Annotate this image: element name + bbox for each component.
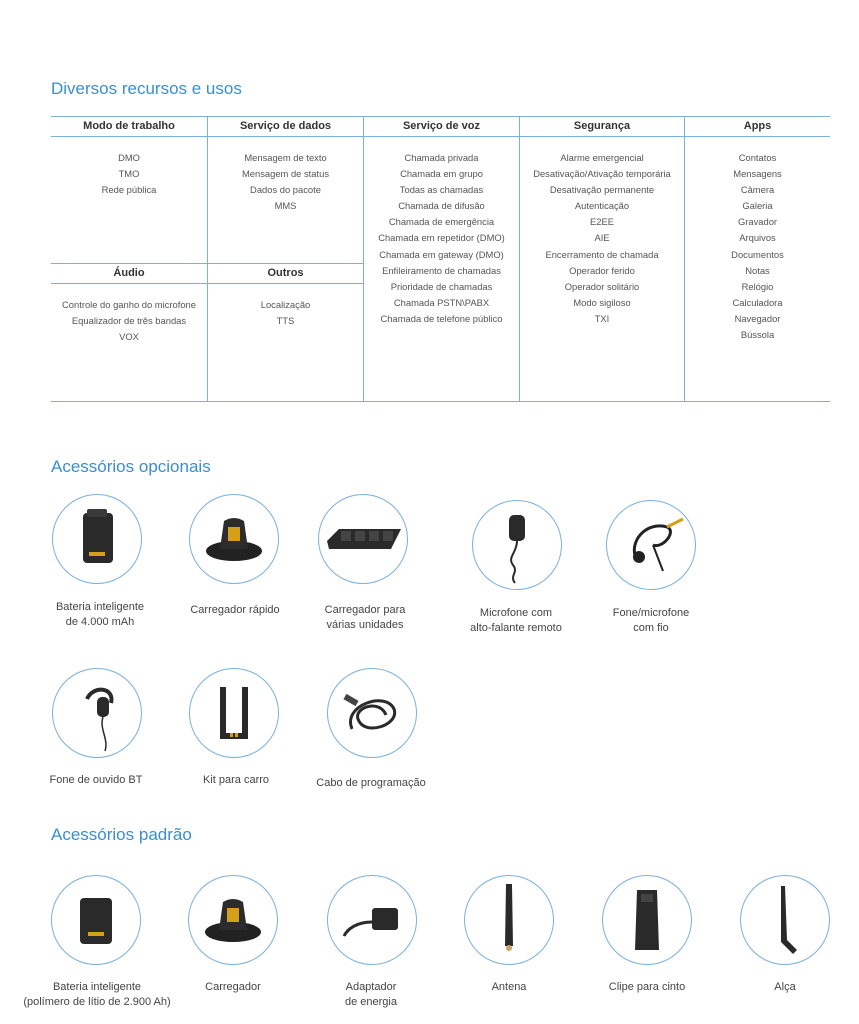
list-item: Notas xyxy=(745,264,770,276)
features-table xyxy=(51,116,830,402)
table-header-rule xyxy=(51,136,830,137)
header-dados: Serviço de dados xyxy=(239,120,332,132)
list-item: Câmera xyxy=(740,184,775,196)
list-item: Modo sigiloso xyxy=(573,296,631,308)
list-item: Bússola xyxy=(740,329,775,341)
belt-clip-icon xyxy=(602,875,692,965)
list-item: Arquivos xyxy=(739,232,776,244)
list-item: Localização xyxy=(260,299,311,310)
car-kit-icon xyxy=(189,668,279,758)
list-item: Enfileiramento de chamadas xyxy=(382,264,501,276)
list-item: Autenticação xyxy=(574,200,630,212)
standard-accessories-title: Acessórios padrão xyxy=(51,825,192,844)
list-item: TMO xyxy=(118,168,140,180)
accessory-caption: Microfone com alto-falante remoto xyxy=(470,607,562,634)
battery-icon xyxy=(51,875,141,965)
list-item: Chamada PSTN\PABX xyxy=(393,296,490,308)
list-item: Chamada de telefone público xyxy=(380,312,503,324)
list-item: Encerramento de chamada xyxy=(545,248,659,260)
header-apps: Apps xyxy=(743,120,772,132)
list-item: Alarme emergencial xyxy=(560,152,644,163)
voz-list xyxy=(364,150,519,327)
list-item: Equalizador de três bandas xyxy=(71,315,187,327)
list-item: Prioridade de chamadas xyxy=(390,280,493,292)
list-item: Operador solitário xyxy=(564,280,640,292)
list-item: DMO xyxy=(118,152,140,163)
outros-list xyxy=(208,297,363,329)
list-item: Calculadora xyxy=(732,296,783,308)
list-item: Chamada de difusão xyxy=(398,200,485,212)
list-item: E2EE xyxy=(590,216,614,228)
accessory-caption: Carregador para várias unidades xyxy=(324,604,406,631)
list-item: Relógio xyxy=(741,280,774,292)
list-item: Chamada em gateway (DMO) xyxy=(379,248,504,260)
charger-icon xyxy=(189,494,279,584)
accessory-caption: Kit para carro xyxy=(202,774,270,786)
list-item: Mensagem de texto xyxy=(244,152,327,163)
accessory-caption: Carregador rápido xyxy=(190,604,280,616)
header-modo: Modo de trabalho xyxy=(83,120,175,132)
list-item: Dados do pacote xyxy=(250,184,321,196)
strap-icon xyxy=(740,875,830,965)
accessory-caption: Bateria inteligente de 4.000 mAh xyxy=(55,601,145,628)
list-item: Gravador xyxy=(737,216,778,228)
multi-charger-icon xyxy=(318,494,408,584)
list-item: Chamada em grupo xyxy=(400,168,483,180)
accessory-caption: Adaptador de energia xyxy=(345,981,397,1008)
power-adapter-icon xyxy=(327,875,417,965)
antenna-icon xyxy=(464,875,554,965)
list-item: TTS xyxy=(276,315,295,327)
speaker-mic-icon xyxy=(472,500,562,590)
cable-icon xyxy=(327,668,417,758)
list-item: VOX xyxy=(119,331,139,343)
list-item: MMS xyxy=(274,200,297,212)
header-voz: Serviço de voz xyxy=(402,120,481,132)
list-item: Contatos xyxy=(738,152,777,163)
accessory-caption: Bateria inteligente (polímero de lítio de 2.900 Ah) xyxy=(23,981,171,1008)
accessory-caption: Clipe para cinto xyxy=(608,981,686,993)
list-item: Chamada privada xyxy=(404,152,479,163)
list-item: Chamada de emergência xyxy=(388,216,495,228)
accessory-caption: Fone/microfone com fio xyxy=(612,607,690,634)
apps-list xyxy=(685,150,830,343)
accessory-caption: Carregador xyxy=(205,981,261,993)
list-item: Desativação/Ativação temporária xyxy=(533,168,671,180)
list-item: Desativação permanente xyxy=(549,184,655,196)
list-item: Mensagem de status xyxy=(241,168,330,180)
list-item: Mensagens xyxy=(733,168,782,180)
seguranca-list xyxy=(520,150,684,327)
accessory-caption: Antena xyxy=(491,981,527,993)
optional-accessories-title: Acessórios opcionais xyxy=(51,457,211,476)
accessory-caption: Fone de ouvido BT xyxy=(49,774,143,786)
features-title: Diversos recursos e usos xyxy=(51,79,242,98)
list-item: Operador ferido xyxy=(569,264,635,276)
list-item: Galeria xyxy=(742,200,773,212)
bt-earpiece-icon xyxy=(52,668,142,758)
charger-icon xyxy=(188,875,278,965)
list-item: Navegador xyxy=(734,312,781,324)
list-item: Rede pública xyxy=(101,184,157,196)
wired-headset-icon xyxy=(606,500,696,590)
dados-list xyxy=(208,150,363,214)
accessory-caption: Cabo de programação xyxy=(316,777,426,789)
header-audio: Áudio xyxy=(113,267,145,279)
list-item: TXI xyxy=(594,312,610,324)
list-item: Controle do ganho do microfone xyxy=(62,299,196,310)
list-item: AIE xyxy=(594,232,610,244)
accessory-caption: Alça xyxy=(774,981,796,993)
header-seguranca: Segurança xyxy=(573,120,631,132)
list-item: Documentos xyxy=(731,248,784,260)
battery-icon xyxy=(52,494,142,584)
list-item: Chamada em repetidor (DMO) xyxy=(378,232,505,244)
header-outros: Outros xyxy=(267,267,304,279)
table-bottom-rule xyxy=(51,401,830,402)
list-item: Todas as chamadas xyxy=(399,184,484,196)
audio-list xyxy=(51,297,207,345)
modo-list xyxy=(51,150,207,198)
